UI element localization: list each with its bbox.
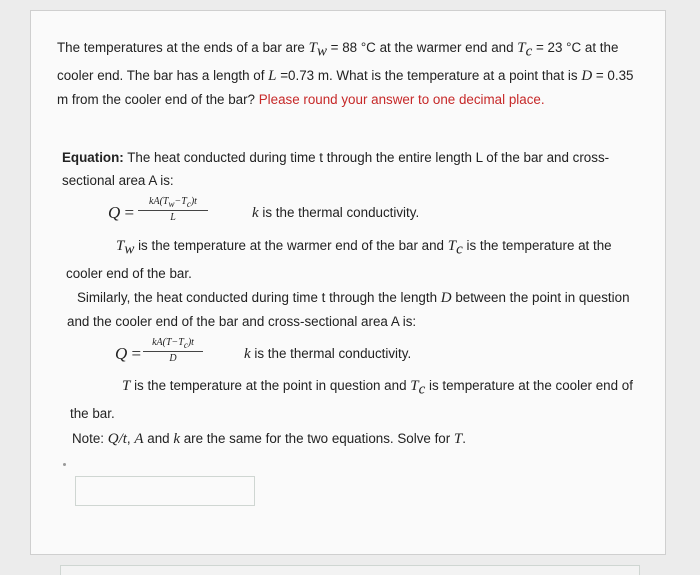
question-text: The temperatures at the ends of a bar are $T_w = 88$ °C at the warmer end and $T_c = 23$ °C at the cooler end. The bar has a length of L =0.73 m. What is the temperature at a point that is D = 0.35 m from the cooler end of the bar? Please round your answer to one decimal place. [57, 40, 634, 107]
equation2-variables: T is the temperature at the point in question and $T_c$ is temperature at the cooler end of the bar. [70, 378, 633, 421]
answer-input[interactable] [75, 476, 255, 506]
equation2-fraction: $\frac{kA(T-T_c)t}{D}$ [143, 337, 203, 364]
decorative-dot [63, 463, 66, 466]
rounding-instruction: Please round your answer to one decimal place. [258, 91, 545, 107]
equation-intro: Equation: The heat conducted during time t through the entire length L of the bar and cross- sectional area A is: [62, 150, 610, 188]
equation1-q: Q = [108, 203, 135, 222]
next-question-box [60, 565, 640, 575]
similarly-intro: Similarly, the heat conducted during time t through the length D between the point in question and the cooler end of the bar and cross-sectional area A is: [67, 290, 630, 329]
equation1-variables: $T_w$ is the temperature at the warmer end of the bar and $T_c$ is the temperature at the cooler end of the bar. [66, 238, 612, 281]
note-text: Note: Q/t, A and k are the same for the two equations. Solve for T. [72, 431, 466, 447]
equation1-fraction: $\frac{kA(T_w-T_c)t}{L}$ [138, 196, 208, 223]
equation2-q: Q = [115, 344, 142, 363]
equation2-k-description: k is the thermal conductivity. [244, 346, 412, 362]
equation1-k-description: k is the thermal conductivity. [252, 205, 420, 221]
